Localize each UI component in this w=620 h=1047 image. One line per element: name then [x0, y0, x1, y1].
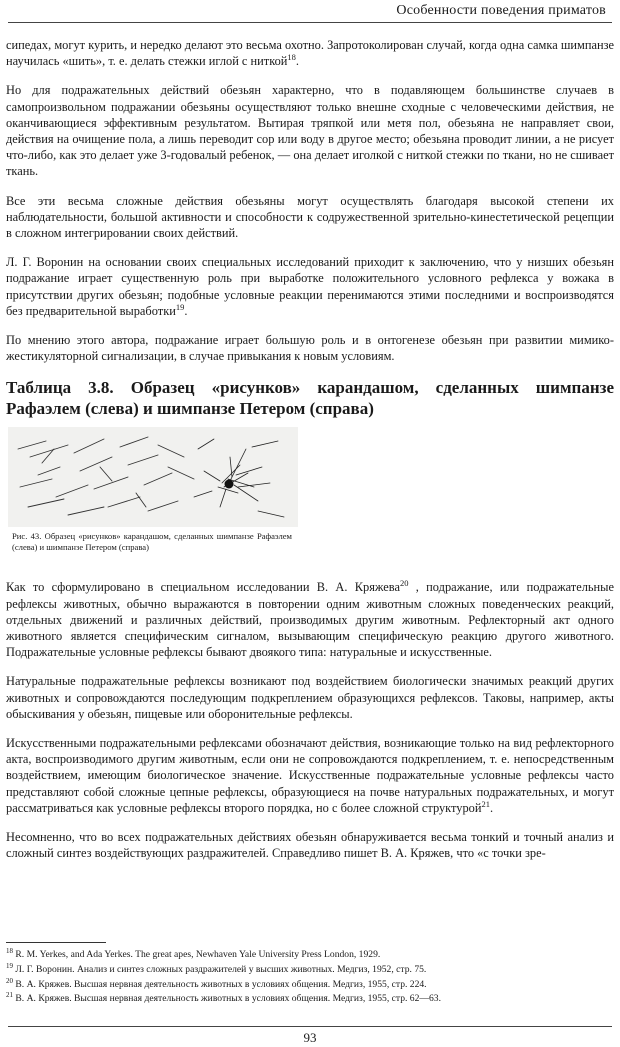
- paragraph-1: [6, 37, 614, 69]
- dense-scribble: [225, 480, 234, 489]
- paragraph-2: Но для подражательных действий обезьян характерно, что в подавляющем большинстве случаев в самопроизвольном подражании обезьяны осуществляют только внешне сходные с человеческими действия, не оканчивающиеся эффективным результатом. Вытирая тряпкой или метя пол, обезьяна не направляет свои, действия на очищение пола, а лишь переводит сор или воду в другое место; обезьяна проводит линии, а не рисует что-либо, как это делает уже 3-годовалый ребенок, — она делает иголкой с ниткой стежки по ткани, но не сшивает ткань.: [6, 83, 614, 179]
- paragraph-1-tail: .: [295, 54, 300, 69]
- paragraph-8: [6, 735, 614, 816]
- footer-divider: [8, 1026, 612, 1027]
- footnote-text: В. А. Кряжев. Высшая нервная деятельность животных в условиях общения. Медгиз, 1955, стр. 62—63.: [13, 993, 441, 1005]
- chimp-drawing-image: [8, 427, 308, 531]
- footnote-ref-20[interactable]: 20: [400, 578, 409, 589]
- footnote-21: [6, 990, 614, 1005]
- footnotes: [6, 942, 614, 1005]
- footnote-text: Л. Г. Воронин. Анализ и синтез сложных раздражителей у высших животных. Медгиз, 1952, стр. 75.: [13, 963, 427, 975]
- footnote-ref-18[interactable]: 18: [287, 52, 296, 63]
- paragraph-6-text-a: Как то сформулировано в специальном исследовании В. А. Кряжева: [6, 580, 400, 595]
- footnote-19: [6, 961, 614, 976]
- footnote-divider: [6, 942, 106, 943]
- paragraph-3: Все эти весьма сложные действия обезьяны могут осуществлять благодаря высокой степени их наблюдательности, большой активности и способности к содружественной зрительно-кинестетической рецепции в сложном интегрировании своих действий.: [6, 193, 614, 241]
- footnote-18: [6, 946, 614, 961]
- paragraph-5: По мнению этого автора, подражание играет большую роль и в онтогенезе обезьян при развитии мимико-жестикуляторной сигнализации, в случае привыкания к новым условиям.: [6, 333, 614, 364]
- paragraph-4: [6, 254, 614, 319]
- paragraph-9: Несомненно, что во всех подражательных действиях обезьян обнаруживается весьма тонкий и точный анализ и сложный синтез воздействующих раздражителей. Справедливо пишет В. А. Кряжев, что «с точки зре-: [6, 830, 614, 861]
- footnote-number: 21: [6, 991, 13, 1000]
- paragraph-4-tail: .: [184, 303, 188, 318]
- footnote-text: В. А. Кряжев. Высшая нервная деятельность животных в условиях общения. Медгиз, 1955, стр. 224.: [13, 978, 427, 990]
- footnote-ref-19[interactable]: 19: [175, 301, 185, 312]
- footnote-ref-21[interactable]: 21: [481, 798, 490, 809]
- figure-caption: Рис. 43. Образец «рисунков» карандашом, сделанных шимпанзе Рафаэлем (слева) и шимпанзе Петером (справа): [12, 531, 292, 553]
- table-title: Таблица 3.8. Образец «рисунков» карандашом, сделанных шимпанзе Рафаэлем (слева) и шимпанзе Петером (справа): [6, 378, 614, 419]
- page-number: 93: [303, 1030, 317, 1045]
- footnote-number: 19: [6, 961, 13, 970]
- footnote-number: 20: [6, 976, 13, 985]
- running-header-title: Особенности поведения приматов: [396, 3, 606, 18]
- footnote-text: R. M. Yerkes, and Ada Yerkes. The great apes, Newhaven Yale University Press London, 1929.: [13, 949, 381, 961]
- footnote-20: [6, 976, 614, 991]
- paragraph-4-text: Л. Г. Воронин на основании своих специальных исследований приходит к заключению, что у низших обезьян подражание играет существенную роль при выработке положительного условного рефлекса у вожака в присутствии других обезьян; подобные условные реакции перенимаются этими последними и воспроизводятся без предварительной выработки: [6, 255, 614, 318]
- paragraph-8-tail: .: [490, 800, 494, 815]
- paragraph-7: Натуральные подражательные рефлексы возникают под воздействием биологически значимых реакций других животных и сопровождаются последующим подкреплением образующихся рефлексов. Таковы, например, акты обыскивания у обезьян, пищевые или оборонительные рефлексы.: [6, 674, 614, 721]
- figure-43: [8, 427, 308, 561]
- header-divider: [8, 22, 612, 23]
- page-body: [6, 37, 614, 875]
- paragraph-8-text: Искусственными подражательными рефлексами обозначают действия, возникающие только на вид рефлекторного акта, воспроизводимого другим животным, если они не сопровождаются подкреплением, т. е. непосредственным воздействием, имеющим биологическое значение. Искусственные подражательные условные рефлексы часто представляют собой сложные цепные рефлексы, образующиеся на почве натуральных подражательных, и могут рассматриваться как условные рефлексы второго порядка, но с более сложной структурой: [6, 736, 614, 815]
- paragraph-6-text-b: , подражание, или подражательные рефлексы животных, обычно выражаются в повторении одним животным сложных поведенческих реакций, отдельных движений и различных действий, производимых другим животным. Рефлекторный акт одного животного является специфическим сигналом, вызывающим специфическую реакцию другого животного. Подражательные условные рефлексы бывают двоякого типа: натуральные и искусственные.: [6, 580, 615, 660]
- running-header: [0, 0, 620, 24]
- paragraph-6: [6, 579, 614, 660]
- footnote-number: 18: [6, 947, 13, 955]
- paragraph-1-text: сипедах, могут курить, и нередко делают это весьма охотно. Запротоколирован случай, когда одна самка шимпанзе научилась «шить», т. е. делать стежки иглой с ниткой: [6, 38, 614, 69]
- drawing-paper: [8, 427, 298, 527]
